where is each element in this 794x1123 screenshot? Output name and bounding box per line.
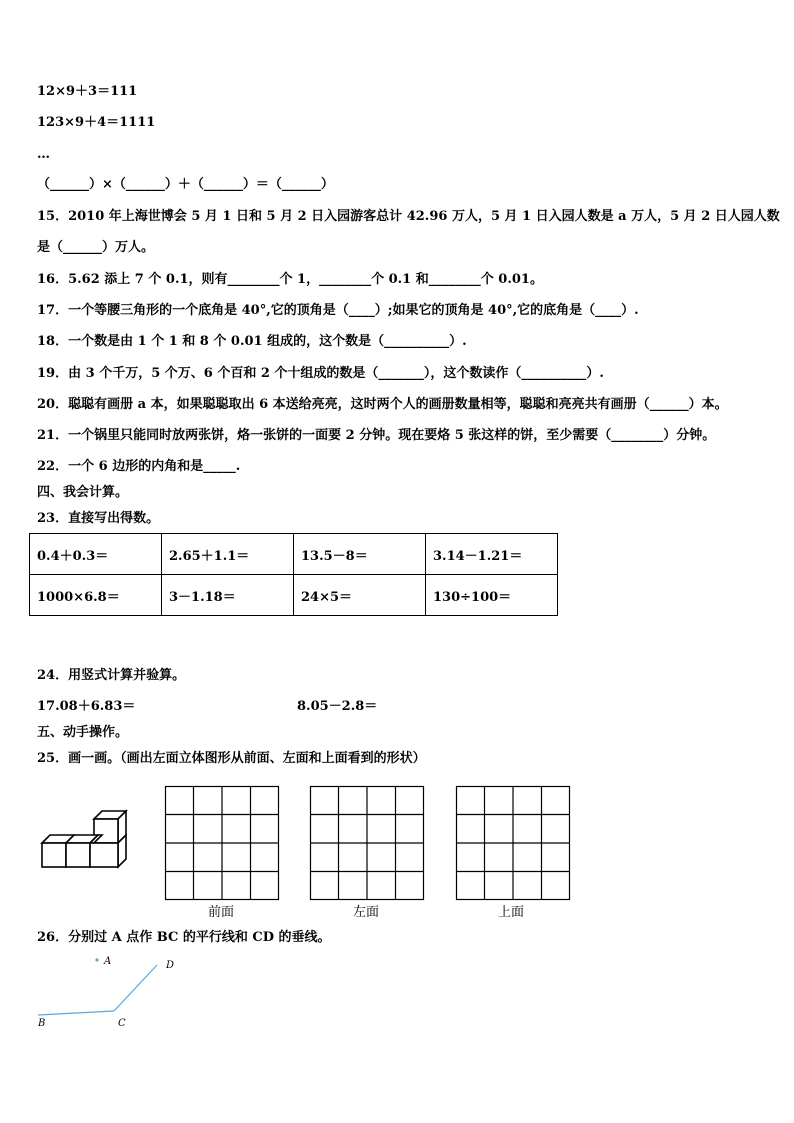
question-15-line-2: 是（______）万人。 xyxy=(37,240,155,255)
pattern-line-2: 123×9＋4＝1111 xyxy=(37,115,156,130)
table-cell: 3.14－1.21＝ xyxy=(426,534,558,575)
section-4-heading: 四、我会计算。 xyxy=(37,485,129,500)
label-a: A xyxy=(104,956,112,967)
label-b: B xyxy=(38,1018,46,1029)
question-24-title: 24．用竖式计算并验算。 xyxy=(37,668,186,683)
table-cell: 0.4＋0.3＝ xyxy=(30,534,162,575)
pattern-ellipsis: … xyxy=(37,147,50,162)
question-23-title: 23．直接写出得数。 xyxy=(37,511,160,526)
question-24-expr-2: 8.05－2.8＝ xyxy=(297,699,378,714)
top-view-grid xyxy=(456,786,570,900)
question-24-expr-1: 17.08＋6.83＝ xyxy=(37,699,136,714)
question-18: 18．一个数是由 1 个 1 和 8 个 0.01 组成的，这个数是（__________）. xyxy=(37,334,467,349)
question-20: 20．聪聪有画册 a 本，如果聪聪取出 6 本送给亮亮，这时两个人的画册数量相等，聪聪和亮亮共有画册（______）本。 xyxy=(37,397,728,412)
cube-stack-figure xyxy=(38,805,134,875)
label-d: D xyxy=(166,960,175,971)
segment-bc xyxy=(38,1011,114,1015)
front-view-grid xyxy=(165,786,279,900)
question-19: 19．由 3 个千万，5 个万、6 个百和 2 个十组成的数是（_______），这个数读作（__________）. xyxy=(37,366,604,381)
label-c: C xyxy=(118,1018,126,1029)
question-22: 22．一个 6 边形的内角和是_____. xyxy=(37,459,241,474)
front-view-label: 前面 xyxy=(208,905,235,920)
top-view-label: 上面 xyxy=(498,905,525,920)
question-21: 21．一个锅里只能同时放两张饼，烙一张饼的一面要 2 分钟。现在要烙 5 张这样的饼，至少需要（________）分钟。 xyxy=(37,428,716,443)
table-cell: 1000×6.8＝ xyxy=(30,575,162,616)
question-17: 17．一个等腰三角形的一个底角是 40°,它的顶角是（____）;如果它的顶角是 40°,它的底角是（____）. xyxy=(37,303,639,318)
table-cell: 2.65＋1.1＝ xyxy=(162,534,294,575)
table-row xyxy=(30,575,558,616)
segment-cd xyxy=(114,965,157,1011)
table-row xyxy=(30,534,558,575)
table-cell: 24×5＝ xyxy=(294,575,426,616)
mental-math-table xyxy=(29,533,558,616)
left-view-label: 左面 xyxy=(353,905,380,920)
left-view-grid xyxy=(310,786,424,900)
question-16: 16．5.62 添上 7 个 0.1，则有________个 1，________个 0.1 和________个 0.01。 xyxy=(37,272,543,287)
question-26-title: 26．分别过 A 点作 BC 的平行线和 CD 的垂线。 xyxy=(37,930,331,945)
question-25-title: 25．画一画。（画出左面立体图形从前面、左面和上面看到的形状） xyxy=(37,751,426,766)
pattern-line-1: 12×9＋3＝111 xyxy=(37,84,138,99)
angle-figure xyxy=(30,952,190,1034)
section-5-heading: 五、动手操作。 xyxy=(37,725,129,740)
pattern-blank-line: （______）×（______）＋（______）＝（______） xyxy=(37,177,334,192)
table-cell: 3－1.18＝ xyxy=(162,575,294,616)
question-15-line-1: 15．2010 年上海世博会 5 月 1 日和 5 月 2 日入园游客总计 42.96 万人，5 月 1 日入园人数是 a 万人，5 月 2 日人园人数 xyxy=(37,209,780,224)
point-a xyxy=(95,958,98,961)
table-cell: 13.5－8＝ xyxy=(294,534,426,575)
table-cell: 130÷100＝ xyxy=(426,575,558,616)
